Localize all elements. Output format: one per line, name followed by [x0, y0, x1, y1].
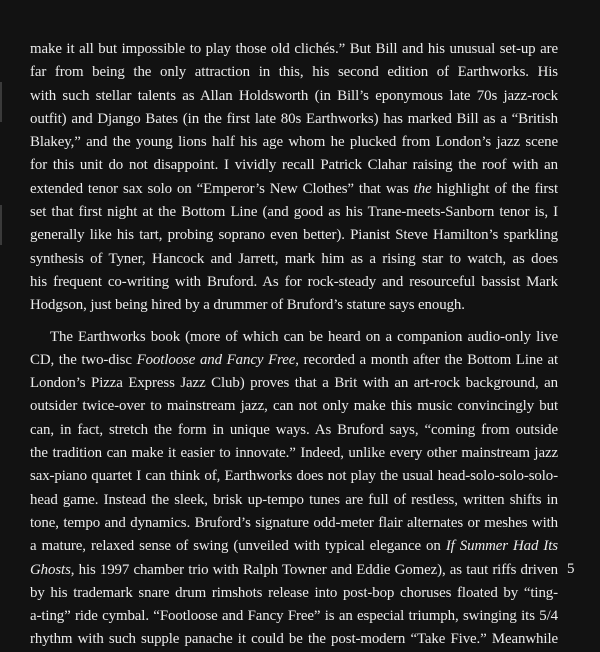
- text-line: far from being the only attraction in this, his second edition of Earthworks. His: [30, 64, 558, 81]
- text-line: a-ting” ride cymbal. “Footloose and Fancy Free” is an especial triumph, swinging its 5/4: [30, 608, 558, 625]
- text-line: for this unit do not disappoint. I vividly recall Patrick Clahar raising the roof with an: [30, 157, 558, 174]
- album-title: Footloose and Fancy Free: [136, 351, 296, 368]
- text-line: with such stellar talents as Allan Holdsworth (in Bill’s eponymous late 70s jazz-rock: [30, 87, 558, 104]
- text-line: Ghosts, his 1997 chamber trio with Ralph Towner and Eddie Gomez), as taut riffs driven: [30, 561, 558, 578]
- text-line: The Earthworks book (more of which can be heard on a companion audio-only live: [50, 328, 558, 345]
- text-line: CD, the two-disc Footloose and Fancy Free, recorded a month after the Bottom Line at: [30, 351, 558, 368]
- paragraph-2: [30, 326, 558, 652]
- text-line: rhythm with such supple panache it could be the post-modern “Take Five.” Meanwhile: [30, 631, 558, 648]
- text-line: a mature, relaxed sense of swing (unveiled with typical elegance on If Summer Had Its: [30, 538, 558, 555]
- text-line: his frequent co-writing with Bruford. As for rock-steady and resourceful bassist Mark: [30, 273, 558, 290]
- text-line: sax-piano quartet I can think of, Earthworks does not play the usual head-solo-solo-solo-: [30, 468, 558, 485]
- text-line: head game. Instead the sleek, brisk up-tempo tunes are full of restless, written shifts in: [30, 491, 558, 508]
- text-line: outfit) and Django Bates (in the first late 80s Earthworks) has marked Bill as a “British: [30, 110, 558, 127]
- text-line: London’s Pizza Express Jazz Club) proves that a Brit with an art-rock background, an: [30, 375, 558, 392]
- album-title: Ghosts: [30, 561, 71, 578]
- text-line: by his trademark snare drum rimshots release into post-bop choruses floated by “ting-: [30, 584, 558, 601]
- text-line: tone, tempo and dynamics. Bruford’s signature odd-meter flair alternates or meshes with: [30, 514, 558, 531]
- scan-edge-mark: [0, 205, 2, 245]
- text-line: the tradition can make it easier to innovate.” Indeed, unlike every other mainstream jazz: [30, 445, 558, 462]
- text-line: can, in fact, stretch the form in unique ways. As Bruford says, “coming from outside: [30, 421, 558, 438]
- emphasis-text: the: [413, 180, 432, 197]
- text-line: extended tenor sax solo on “Emperor’s New Clothes” that was the highlight of the first: [30, 180, 558, 197]
- text-line: generally like his tart, probing soprano even better). Pianist Steve Hamilton’s sparkling: [30, 227, 558, 244]
- page-number: 5: [567, 561, 575, 577]
- body-text: [30, 38, 558, 652]
- text-line: Blakey,” and the young lions half his age whom he plucked from London’s jazz scene: [30, 134, 558, 151]
- scan-edge-mark: [0, 82, 2, 122]
- text-line: synthesis of Tyner, Hancock and Jarrett, mark him as a rising star to watch, as does: [30, 250, 558, 267]
- text-line: make it all but impossible to play those old clichés.” But Bill and his unusual set-up are: [30, 41, 558, 57]
- text-line: set that first night at the Bottom Line (and good as his Trane-meets-Sanborn tenor is, I: [30, 204, 558, 221]
- paragraph-1: [30, 38, 558, 318]
- text-line: outsider twice-over to mainstream jazz, can not only make this music convincingly but: [30, 398, 558, 415]
- album-title: If Summer Had Its: [445, 538, 558, 555]
- text-line: Hodgson, just being hired by a drummer of Bruford’s stature says enough.: [30, 297, 465, 314]
